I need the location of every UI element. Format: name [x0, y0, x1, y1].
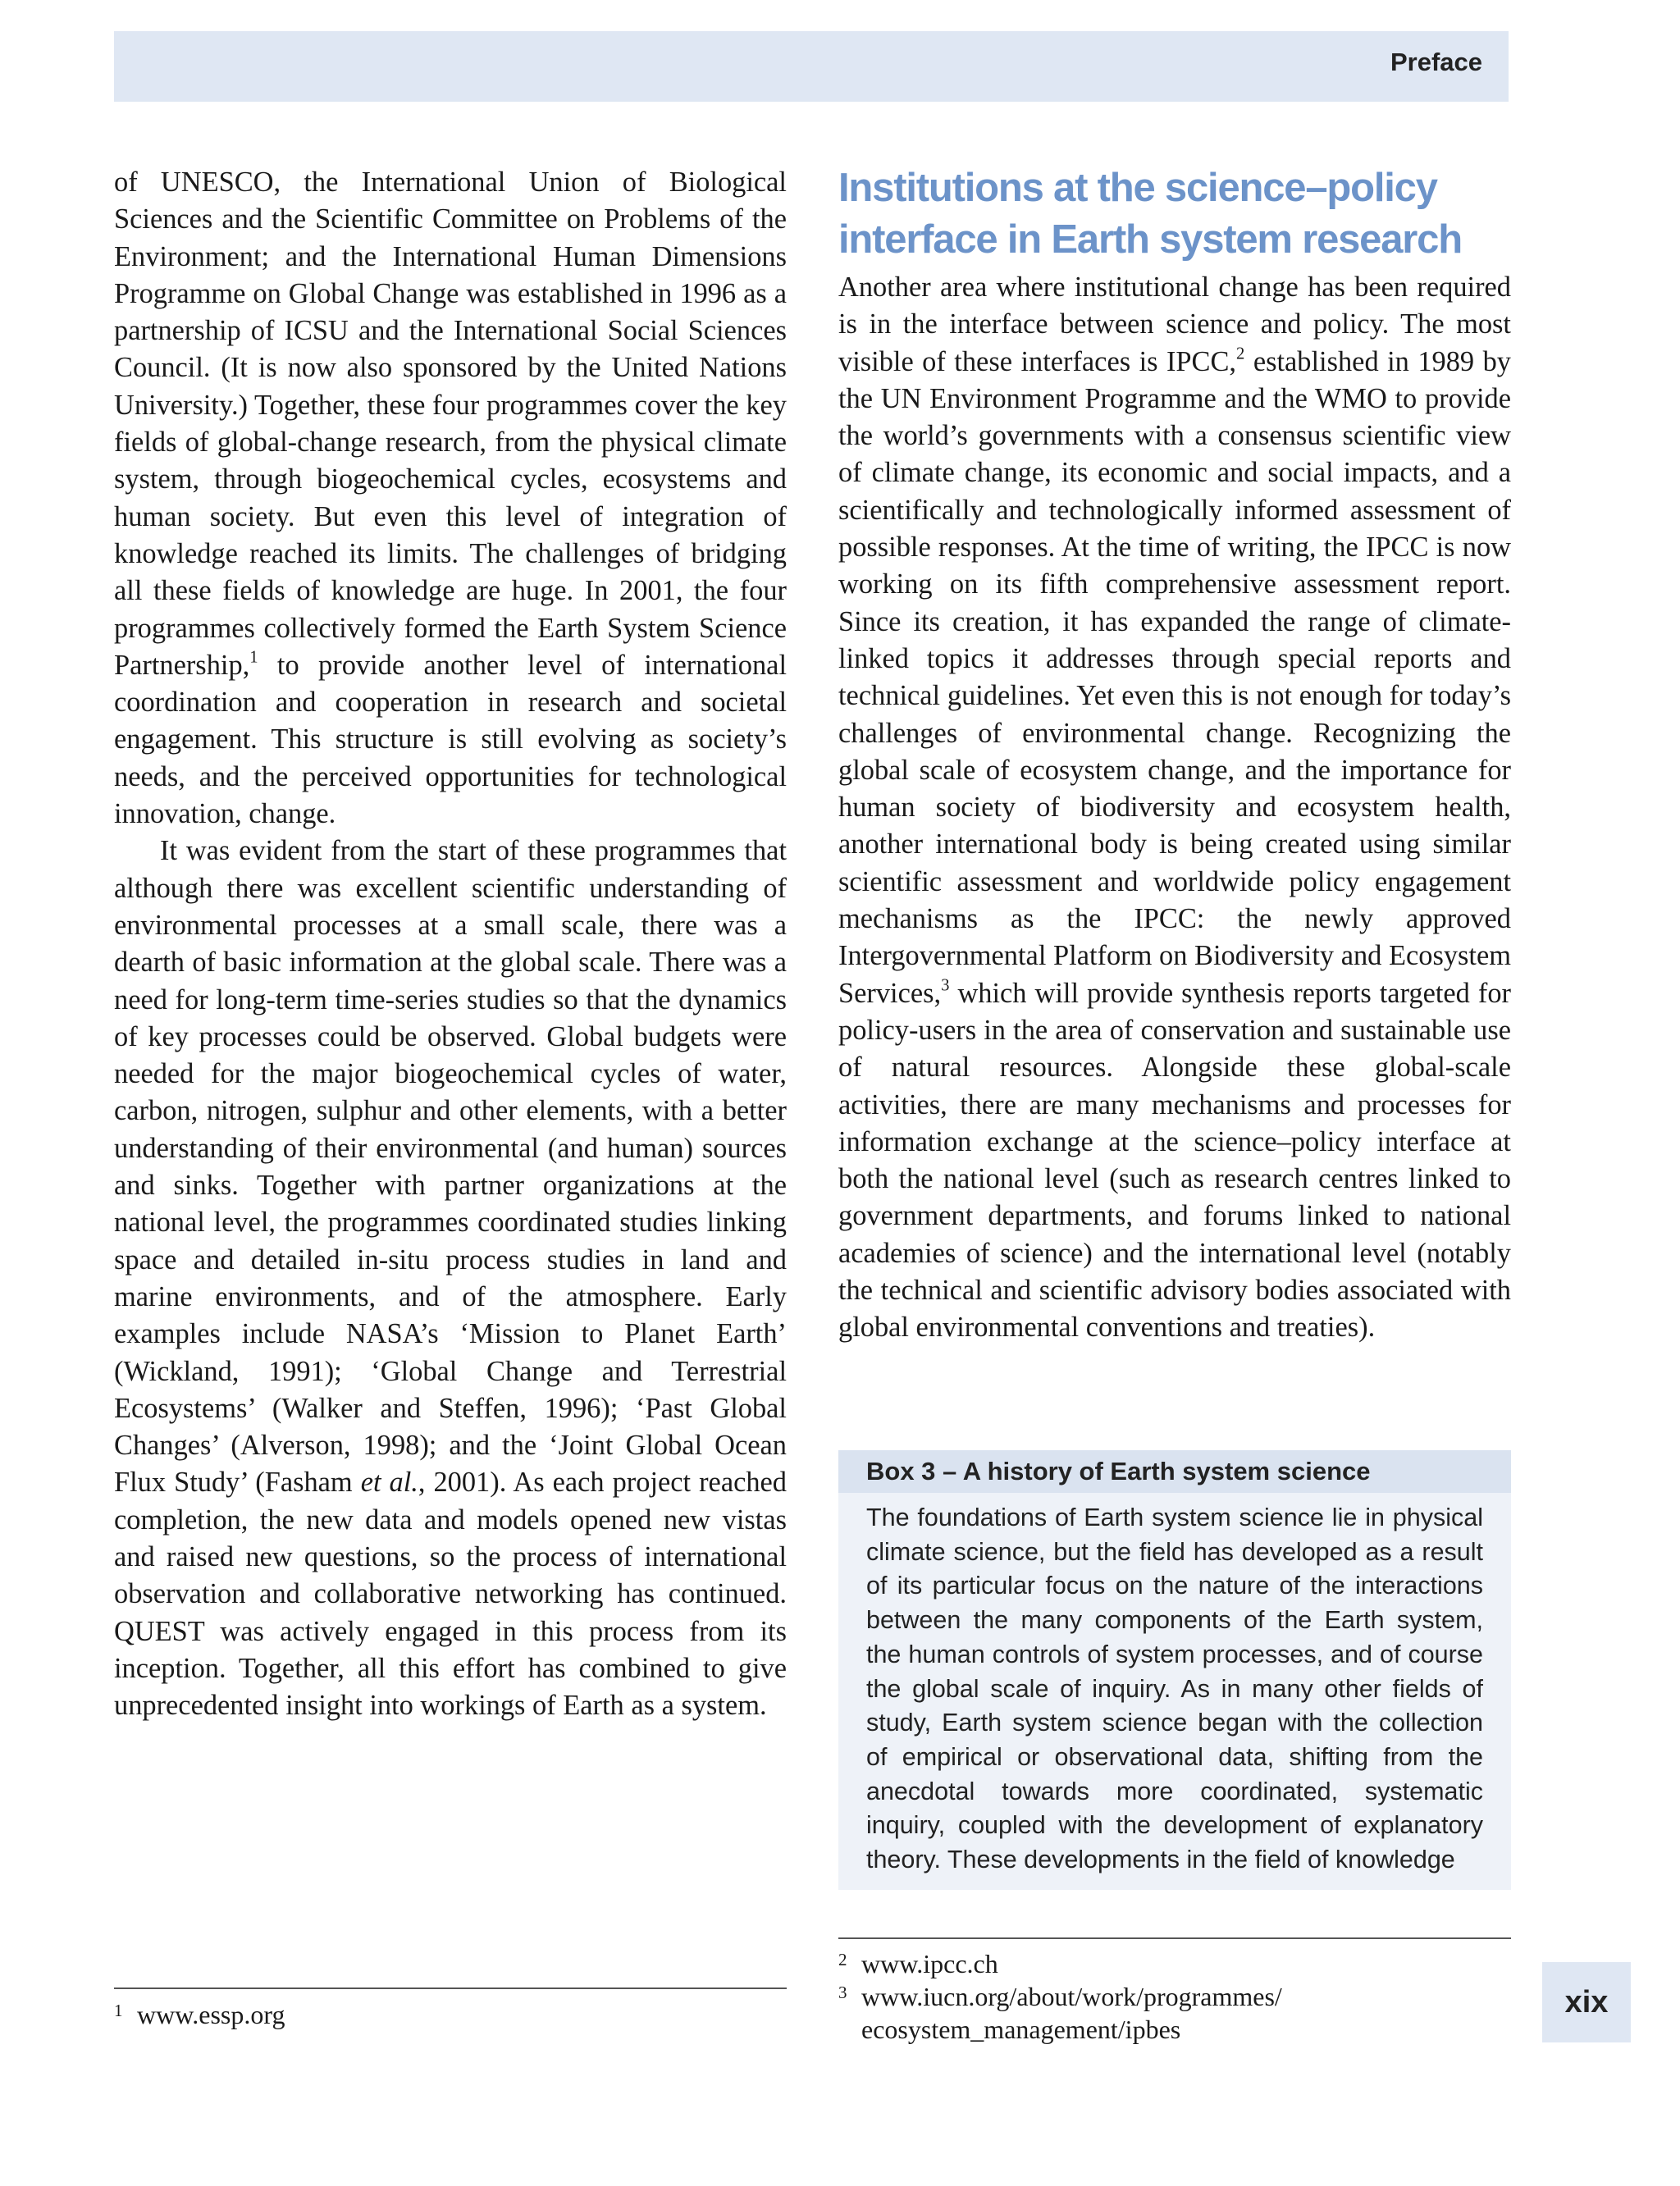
- page-number: xix: [1542, 1962, 1631, 2042]
- footnote-link[interactable]: www.essp.org: [137, 2000, 285, 2029]
- footnote-ref: 2: [1236, 345, 1245, 363]
- paragraph-text: established in 1989 by the UN Environment Programme and the WMO to provide the world’s governments with a consensus scientific view of climate change, its economic and social impacts, and a scientifically and technologically informed assessment of possible responses. At the time of writing, the IPCC is now working on its fifth comprehensive assessment report. Since its creation, it has expanded the range of climate-linked topics it addresses through special reports and technical guidelines. Yet even this is not enough for today’s challenges of environmental change. Recognizing the global scale of ecosystem change, and the importance for human society of biodiversity and ecosystem health, another international body is being created using similar scientific assessment and worldwide policy engagement mechanisms as the IPCC: the newly approved Intergovernmental Platform on Biodiversity and Ecosystem Services,: [838, 345, 1511, 1009]
- footnote-ref: 1: [249, 648, 258, 667]
- header-bar: [114, 31, 1509, 102]
- running-head: Preface: [1390, 48, 1482, 76]
- footnote-divider: [114, 1987, 787, 1989]
- footnotes-right: [838, 1947, 1511, 2046]
- section-heading: Institutions at the science–policy interface in Earth system research: [838, 166, 1462, 262]
- paragraph-text: , 2001). As each project reached completion, the new data and models opened new vistas and raised new questions, so the process of international observation and collaborative networking has continued. QUEST was actively engaged in this process from its inception. Together, all this effort has combined to give unprecedented insight into workings of Earth as a system.: [114, 1467, 787, 1722]
- paragraph-text: to provide another level of international coordination and cooperation in research and societal engagement. This structure is still evolving as society’s needs, and the perceived opportunities for technological innovation, change.: [114, 649, 787, 830]
- paragraph-text: It was evident from the start of these programmes that although there was excellent scientific understanding of environmental processes at a small scale, there was a dearth of basic information at the global scale. There was a need for long-term time-series studies so that the dynamics of key processes could be observed. Global budgets were needed for the major biogeochemical cycles of water, carbon, nitrogen, sulphur and other elements, with a better understanding of their environmental (and human) sources and sinks. Together with partner organizations at the national level, the programmes coordinated studies linking space and detailed in-situ process studies in land and marine environments, and of the atmosphere. Early examples include NASA’s ‘Mission to Planet Earth’ (Wickland, 1991); ‘Global Change and Terrestrial Ecosystems’ (Walker and Steffen, 1996); ‘Past Global Changes’ (Alverson, 1998); and the ‘Joint Global Ocean Flux Study’ (Fasham: [114, 835, 787, 1499]
- footnote-link[interactable]: www.iucn.org/about/work/programmes/ ecosystem_management/ipbes: [861, 1982, 1282, 2044]
- right-column: [838, 162, 1511, 1347]
- info-box: [838, 1450, 1511, 1890]
- footnote: [114, 1998, 787, 2031]
- footnote-number: 3: [838, 1983, 847, 2002]
- footnotes-left: [114, 1998, 787, 2031]
- paragraph-text: which will provide synthesis reports targeted for policy-users in the area of conservation and sustainable use of natural resources. Alongside these global-scale activities, there are many mechanisms and processes for information exchange at the science–policy interface at both the national level (such as research centres linked to government departments, and forums linked to national academies of science) and the international level (notably the technical and scientific advisory bodies associated with global environmental conventions and treaties).: [838, 977, 1511, 1344]
- paragraph-text: Another area where institutional change has been required is in the interface between science and policy. The most visible of these interfaces is IPCC,: [838, 272, 1511, 377]
- footnote-ref: 3: [941, 976, 950, 995]
- box-body: The foundations of Earth system science lie in physical climate science, but the field has developed as a result of its particular focus on the nature of the interactions between the many components of the Earth system, the human controls of system processes, and of course the global scale of inquiry. As in many other fields of study, Earth system science began with the collection of empirical or observational data, shifting from the anecdotal towards more coordinated, systematic inquiry, coupled with the development of explanatory theory. These developments in the field of knowledge: [866, 1504, 1483, 1874]
- footnote-link[interactable]: www.ipcc.ch: [861, 1949, 998, 1978]
- footnote-divider: [838, 1937, 1511, 1939]
- paragraph-text: of UNESCO, the International Union of Biological Sciences and the Scientific Committee on Problems of the Environment; and the International Human Dimensions Programme on Global Change was established in 1996 as a partnership of ICSU and the International Social Sciences Council. (It is now also sponsored by the United Nations University.) Together, these four programmes cover the key fields of global-change research, from the physical climate system, through biogeochemical cycles, ecosystems and human society. But even this level of integration of knowledge reached its limits. The challenges of bridging all these fields of knowledge are huge. In 2001, the four programmes collectively formed the Earth System Science Partnership,: [114, 167, 787, 681]
- footnote: [838, 1980, 1511, 2046]
- box-title: Box 3 – A history of Earth system science: [838, 1450, 1511, 1493]
- paragraph: [114, 164, 787, 833]
- paragraph: [114, 833, 787, 1724]
- footnote: [838, 1947, 1511, 1980]
- left-column: [114, 164, 787, 1724]
- italic-text: et al.: [360, 1467, 418, 1499]
- footnote-number: 1: [114, 2001, 123, 2020]
- paragraph: [838, 269, 1511, 1347]
- footnote-number: 2: [838, 1950, 847, 1969]
